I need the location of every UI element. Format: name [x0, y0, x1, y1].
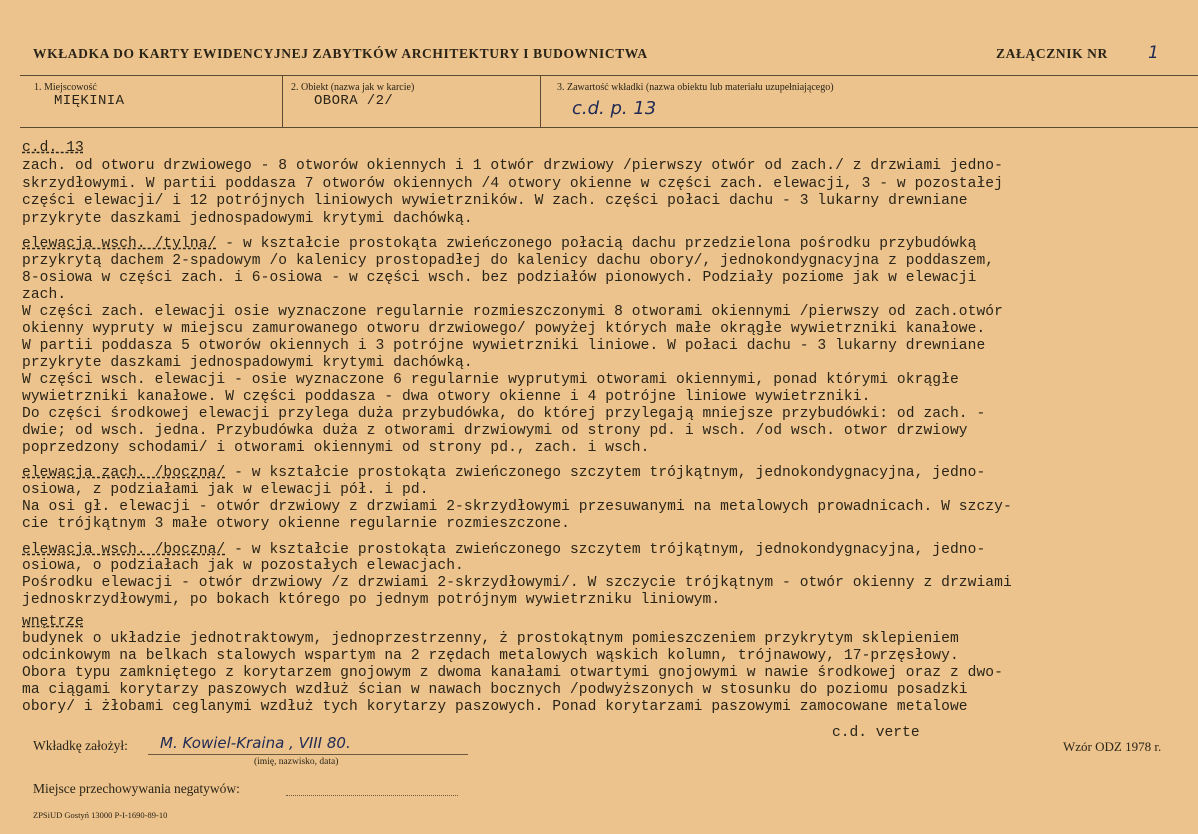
attachment-label: ZAŁĄCZNIK NR [996, 46, 1108, 61]
continued-note: c.d. verte [832, 725, 920, 741]
storage-label: Miejsce przechowywania negatywów: [33, 781, 240, 796]
body-text: - w kształcie prostokąta zwieńczonego szczytem trójkątnym, jednokondygnacyjna, jedno- [225, 465, 986, 481]
field-box-top-border [20, 75, 1198, 76]
body-line: Pośrodku elewacji - otwór drzwiowy /z drzwiami 2-skrzydłowymi/. W szczycie trójkątnym - otwór okienny z drzwiami [22, 575, 1012, 591]
body-line: osiowa, o podziałach jak w pozostałych elewacjach. [22, 558, 464, 574]
object-value: OBORA /2/ [314, 93, 394, 109]
field-divider-2 [540, 75, 541, 127]
body-line: W części zach. elewacji osie wyznaczone regularnie rozmieszczonymi 8 otworami okiennymi /pierwszy od zach.otwór [22, 304, 1003, 320]
section-heading: elewacja wsch. /tylna/ [22, 236, 217, 252]
body-line: dwie; od wsch. jedna. Przybudówka duża z otworami drzwiowymi od strony pd. i wsch. /od wsch. otwor drzwiowy [22, 423, 968, 439]
body-line: Do części środkowej elewacji przylega duża przybudówka, do której przylegają mniejsze przybudówki: od zach. - [22, 406, 986, 422]
attachment-number: 1 [1148, 43, 1159, 63]
prepared-by-label: Wkładkę założył: [33, 738, 128, 753]
form-title: WKŁADKA DO KARTY EWIDENCYJNEJ ZABYTKÓW ARCHITEKTURY I BUDOWNICTWA [33, 46, 648, 61]
print-code: ZPSiUD Gostyń 13000 P-I-1690-89-10 [33, 810, 168, 820]
body-line: 8-osiowa w części zach. i 6-osiowa - w części wsch. bez podziałów pionowych. Podziały poziome jak w elewacji [22, 270, 977, 286]
object-label: 2. Obiekt (nazwa jak w karcie) [291, 82, 415, 93]
body-line: obory/ i żłobami ceglanymi wzdłuż tych korytarzy paszowych. Ponad korytarzami paszowymi zamocowane metalowe [22, 699, 968, 715]
body-line: wywietrzniki kanałowe. W części poddasza - dwa otwory okienne i 4 potrójne liniowe wywietrzniki. [22, 389, 871, 405]
form-model: Wzór ODZ 1978 r. [1063, 739, 1162, 754]
body-line: przykryte daszkami jednospadowymi krytymi dachówką. [22, 355, 473, 371]
field-box-bottom-border [20, 127, 1198, 128]
body-line: Obora typu zamkniętego z korytarzem gnojowym z dwoma kanałami otwartymi gnojowymi w nawie środkowej oraz z dwo- [22, 665, 1003, 681]
body-line [22, 464, 985, 482]
locality-label: 1. Miejscowość [34, 82, 97, 93]
body-line: W części wsch. elewacji - osie wyznaczone 6 regularnie wyprutymi otworami okiennymi, ponad którymi okrągłe [22, 372, 959, 388]
body-line: jednoskrzydłowymi, po bokach którego po jednym potrójnym wywietrzniku liniowym. [22, 592, 721, 608]
body-line: ma ciągami korytarzy paszowych wzdłuż ścian w nawach bocznych /podwyższonych w stosunku do poziomu posadzki [22, 682, 968, 698]
body-line: Na osi gł. elewacji - otwór drzwiowy z drzwiami 2-skrzydłowymi przesuwanymi na metalowych prowadnicach. W szczy- [22, 499, 1012, 515]
locality-value: MIĘKINIA [54, 93, 125, 109]
body-line: okienny wypruty w miejscu zamurowanego otworu drzwiowego/ powyżej których małe okrągłe wywietrzniki kanałowe. [22, 321, 986, 337]
body-line: zach. od otworu drzwiowego - 8 otworów okiennych i 1 otwór drzwiowy /pierwszy otwór od zach./ z drzwiami jedno- [22, 158, 1003, 174]
content-value: c.d. p. 13 [572, 98, 657, 119]
body-line: c.d. 13 [22, 140, 84, 156]
body-line: budynek o układzie jednotraktowym, jednoprzestrzenny, ż prostokątnym pomieszczeniem przykrytym sklepieniem [22, 631, 959, 647]
body-line: zach. [22, 287, 67, 303]
body-line: poprzedzony schodami/ i otworami okiennymi od strony pd., zach. i wsch. [22, 440, 650, 456]
body-line: odcinkowym na belkach stalowych wspartym na 2 rzędach metalowych wąskich kolumn, trójnawowy, 17-przęsłowy. [22, 648, 959, 664]
body-line: przykryte daszkami jednospadowymi krytymi dachówką. [22, 211, 473, 227]
prepared-by-signature: M. Kowiel-Kraina , VIII 80. [160, 734, 351, 752]
field-divider-1 [282, 75, 283, 127]
section-heading: wnętrze [22, 614, 84, 630]
body-line [22, 235, 976, 253]
body-text: - w kształcie prostokąta zwieńczonego połacią dachu przedzielona pośrodku przybudówką [216, 236, 977, 252]
section-heading: elewacja zach. /boczna/ [22, 465, 226, 481]
content-label: 3. Zawartość wkładki (nazwa obiektu lub materiału uzupełniającego) [557, 82, 834, 93]
body-line: osiowa, z podziałami jak w elewacji pół. i pd. [22, 482, 429, 498]
body-line: skrzydłowymi. W partii poddasza 7 otworów okiennych /4 otwory okienne w części zach. elewacji, 3 - w pozostałej [22, 176, 1003, 192]
body-text: - w kształcie prostokąta zwieńczonego szczytem trójkątnym, jednokondygnacyjna, jedno- [225, 542, 986, 558]
body-line: części elewacji/ i 12 potrójnych liniowych wywietrzników. W zach. części połaci dachu - 3 lukarny drewniane [22, 193, 968, 209]
body-line: W partii poddasza 5 otworów okiennych i 3 potrójne wywietrzniki liniowe. W połaci dachu - 3 lukarny drewniane [22, 338, 986, 354]
prepared-by-caption: (imię, nazwisko, data) [254, 757, 339, 767]
section-heading: elewacja wsch. /boczna/ [22, 542, 226, 558]
body-line: przykrytą dachem 2-spadowym /o kalenicy prostopadłej do kalenicy dachu obory/, jednokondygnacyjna z poddaszem, [22, 253, 995, 269]
signature-line [148, 754, 468, 755]
body-line: cie trójkątnym 3 małe otwory okienne regularnie rozmieszczone. [22, 516, 570, 532]
storage-dotted-line [286, 795, 458, 797]
